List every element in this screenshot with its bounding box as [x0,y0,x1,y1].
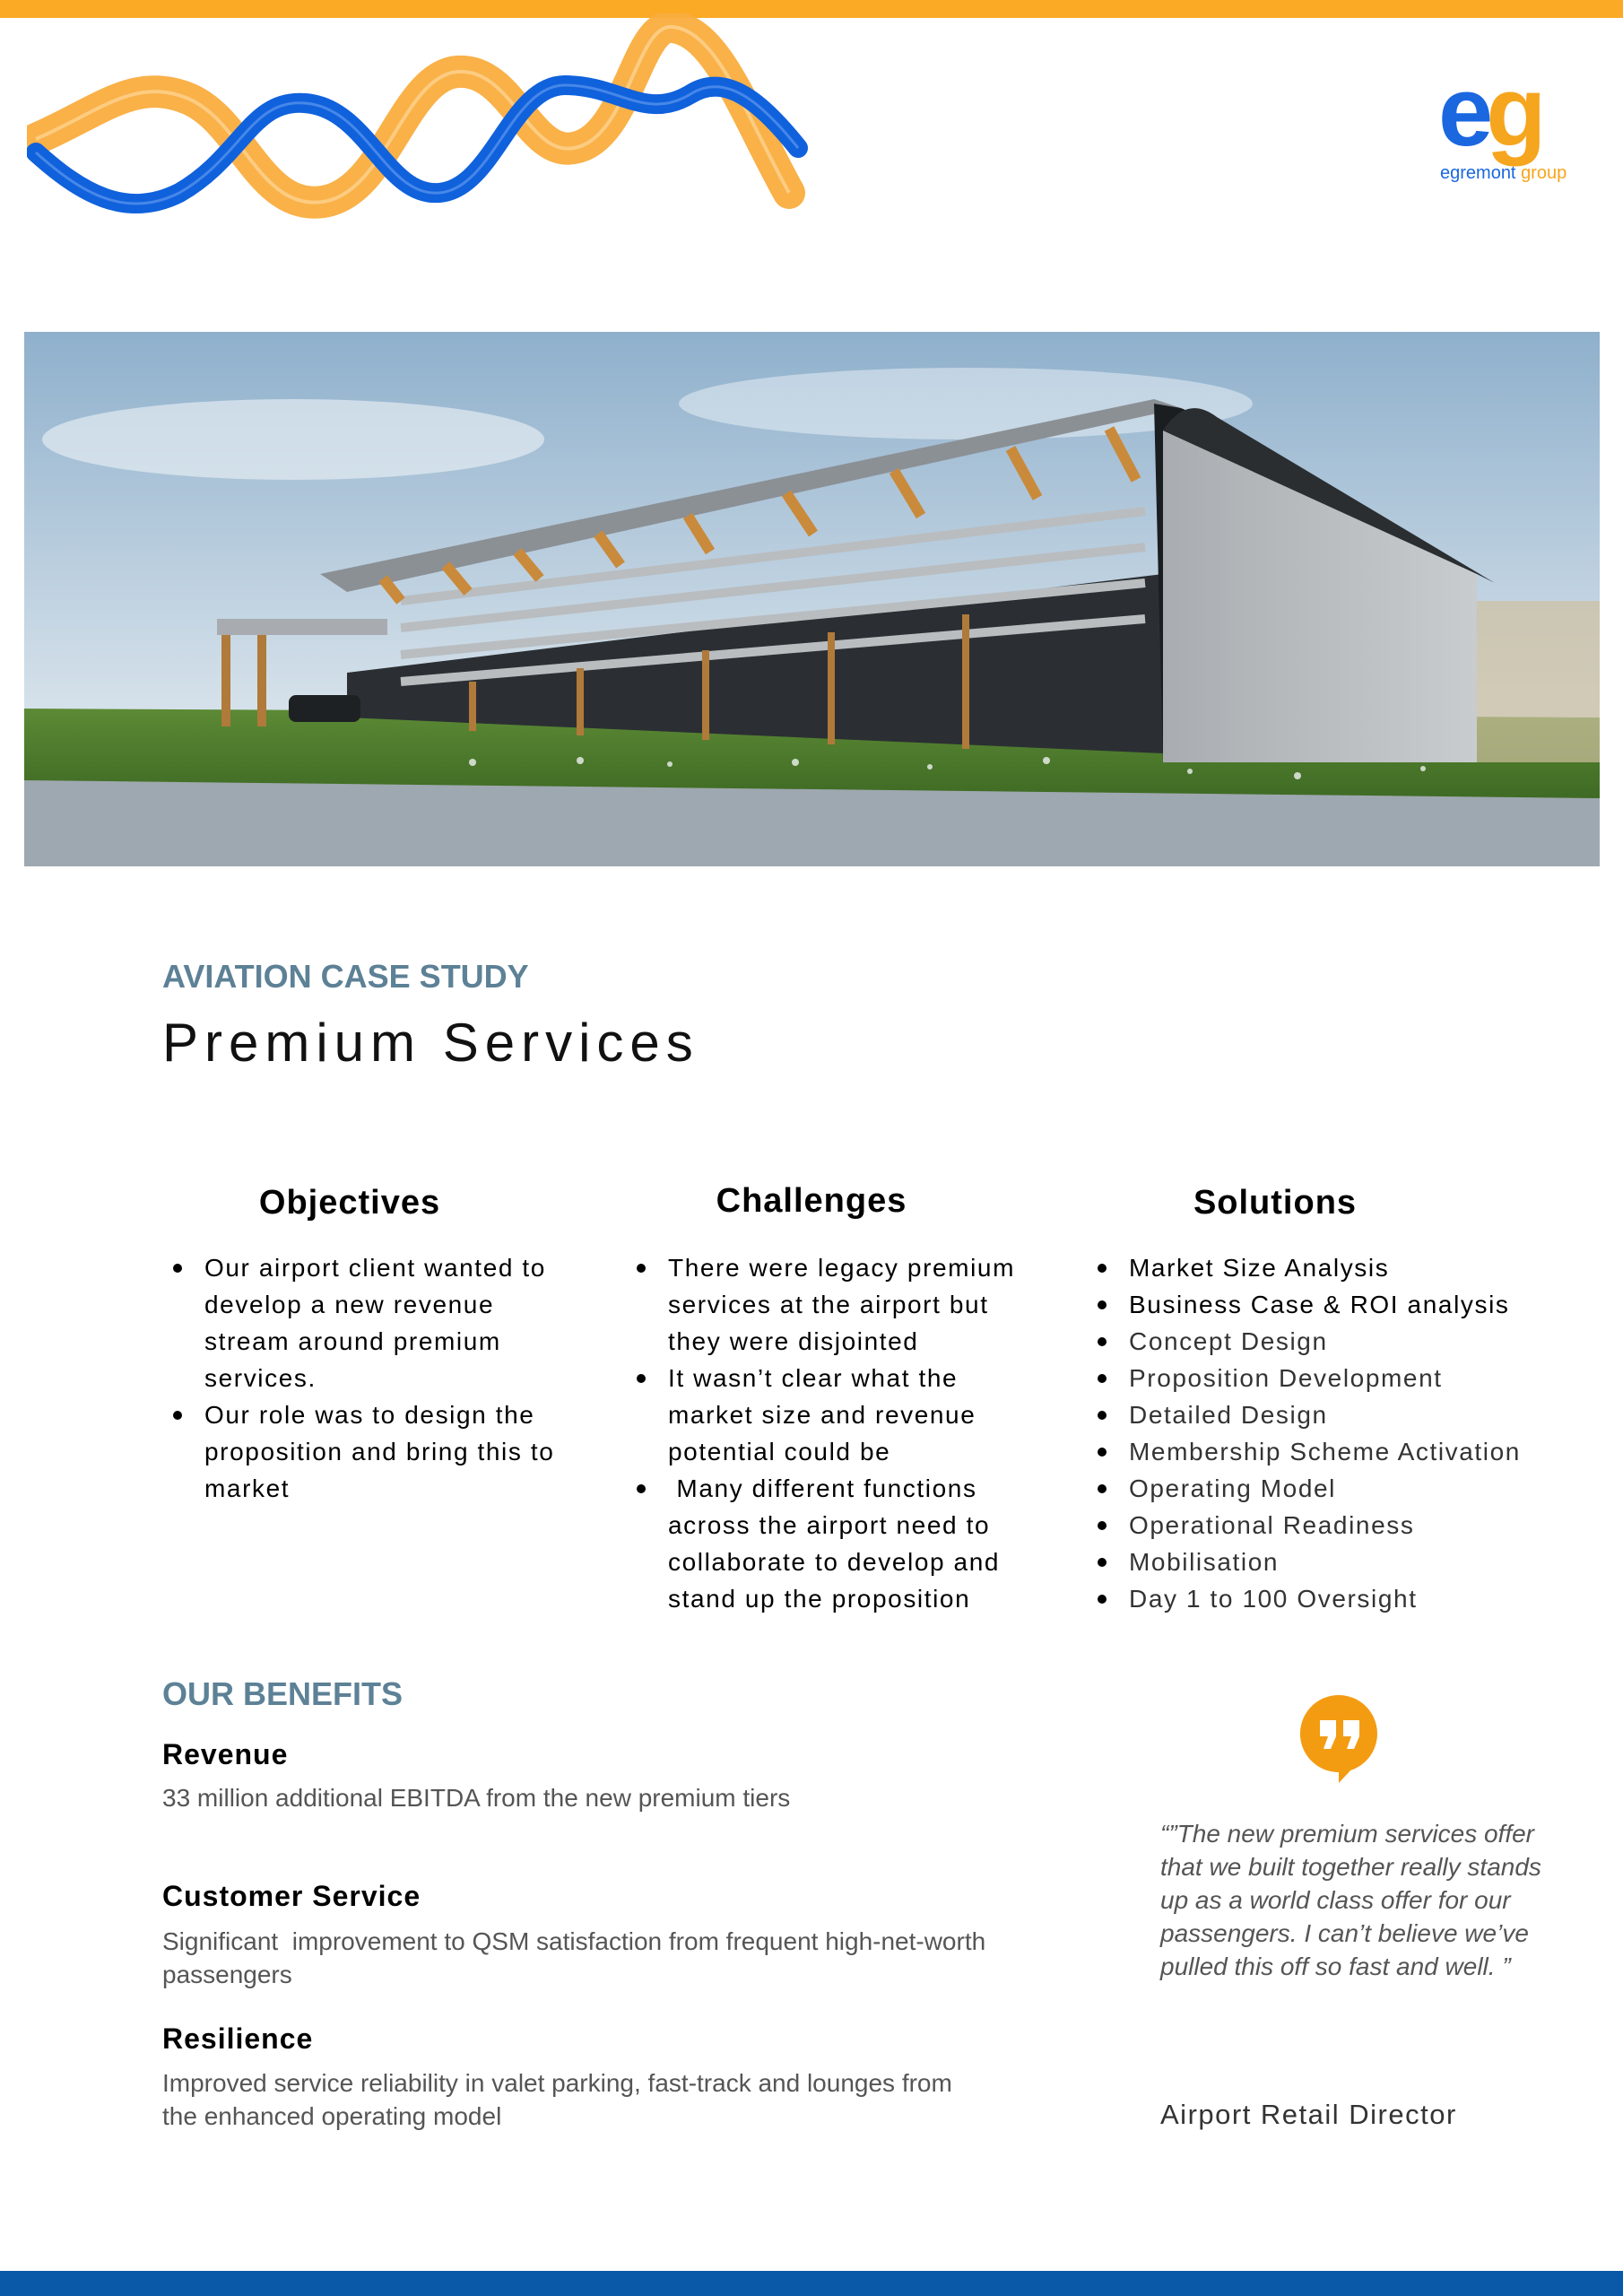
solutions-heading: Solutions [1193,1184,1358,1222]
list-item: Operating Model [1088,1470,1554,1507]
list-item: Our airport client wanted to develop a new revenue stream around premium services. [163,1249,558,1396]
objectives-heading: Objectives [258,1184,441,1222]
egremont-logo [1426,57,1569,188]
list-item: Day 1 to 100 Oversight [1088,1580,1554,1617]
wave-graphic [27,13,816,242]
list-item: Our role was to design the proposition and bring this to market [163,1396,558,1507]
testimonial-author: Airport Retail Director [1160,2099,1457,2130]
benefit-text-resilience: Improved service reliability in valet parking, fast-track and lounges from the enhanced operating model [162,2069,952,2130]
challenges-heading: Challenges [716,1182,907,1220]
list-item: Mobilisation [1088,1544,1554,1580]
list-item: Membership Scheme Activation [1088,1433,1554,1470]
benefit-title-resilience: Resilience [162,2022,314,2055]
case-study-label: AVIATION CASE STUDY [162,958,529,995]
logo-mark: eg [1438,57,1540,167]
page-title: Premium Services [162,1013,699,1073]
benefits-label: OUR BENEFITS [162,1675,404,1712]
bottom-accent-bar [0,2271,1623,2296]
objectives-list [163,1249,558,1507]
list-item: It wasn’t clear what the market size and revenue potential could be [627,1360,1021,1470]
benefit-title-revenue: Revenue [162,1738,289,1770]
list-item: Proposition Development [1088,1360,1554,1396]
list-item: There were legacy premium services at the airport but they were disjointed [627,1249,1021,1360]
list-item: Concept Design [1088,1323,1554,1360]
list-item: Operational Readiness [1088,1507,1554,1544]
logo-wordmark: egremont group [1440,163,1567,183]
list-item: Business Case & ROI analysis [1088,1286,1554,1323]
solutions-list [1088,1249,1554,1617]
terminal-building-photo [24,332,1600,866]
list-item: Many different functions across the airport need to collaborate to develop and stand up the proposition [627,1470,1021,1617]
benefit-text-customer-service: Significant improvement to QSM satisfaction from frequent high-net-worth passengers [162,1927,993,1988]
quote-icon [1298,1693,1379,1783]
challenges-list [627,1249,1021,1617]
list-item: Market Size Analysis [1088,1249,1554,1286]
benefit-text-revenue: 33 million additional EBITDA from the new premium tiers [162,1784,791,1812]
list-item: Detailed Design [1088,1396,1554,1433]
testimonial-quote: “”The new premium services offer that we built together really stands up as a world class offer for our passengers. I can’t believe we’ve pulled this off so fast and well. ” [1160,1820,1541,1980]
benefit-title-customer-service: Customer Service [162,1880,421,1912]
